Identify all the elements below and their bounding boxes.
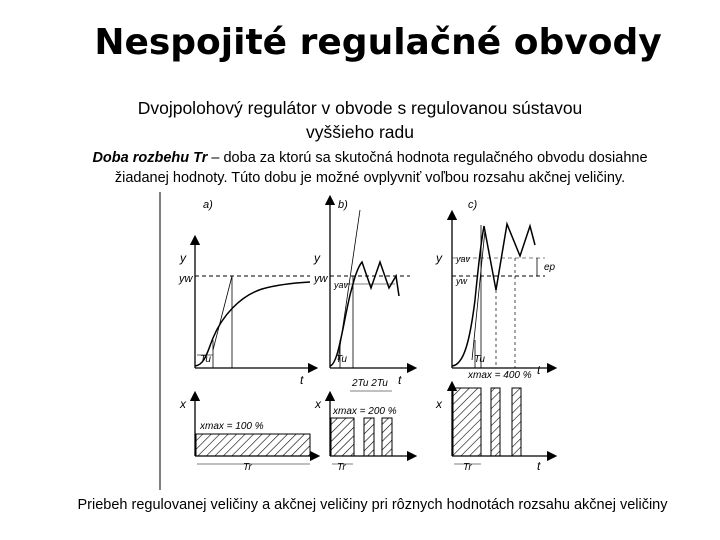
panel-b-y-label: y <box>314 251 320 265</box>
page-title: Nespojité regulačné obvody <box>94 22 662 63</box>
panel-b-yav-label: yav <box>334 280 349 290</box>
panel-b-setpoint-label: yw <box>314 273 328 285</box>
panel-c-tr-label: Tr <box>463 462 472 473</box>
panel-c-t-label: t <box>537 363 541 377</box>
panel-b-2tu-label: 2Tu 2Tu <box>352 378 388 389</box>
panel-c-actuator-pulse-2 <box>491 388 500 456</box>
panel-a-y-label: y <box>180 251 186 265</box>
panel-b-tr-label: Tr <box>337 462 346 473</box>
panel-c-setpoint-label: yw <box>456 276 467 286</box>
subtitle-line-2: vyššieho radu <box>306 122 414 142</box>
panel-c-actuator-pulse-1 <box>453 388 481 456</box>
panel-c-tangent <box>472 230 485 360</box>
panel-b-actuator-pulse-1 <box>331 418 354 456</box>
panel-b-actuator-pulse-3 <box>382 418 392 456</box>
panel-b-t-label: t <box>398 373 402 387</box>
panel-a-tu-label: Tu <box>200 354 211 365</box>
panel-a-actuator-bar <box>196 434 310 456</box>
panel-c-actuator-pulse-3 <box>512 388 521 456</box>
panel-a-tr-label: Tr <box>243 462 252 473</box>
panel-a-response-curve <box>195 282 310 366</box>
panel-a-tangent <box>213 276 232 350</box>
panel-c-label: c) <box>468 199 478 211</box>
panel-c-t-label-lower: t <box>537 459 541 473</box>
panel-c <box>435 199 556 473</box>
description-text-1: – doba za ktorú sa skutočná hodnota regulačného obvodu dosiahne <box>207 150 648 166</box>
panel-a-setpoint-label: yw <box>179 273 193 285</box>
panel-c-response-curve <box>452 224 535 366</box>
panel-b <box>313 199 412 473</box>
panel-c-tu-label: Tu <box>474 354 485 365</box>
panel-b-actuator-pulse-2 <box>364 418 374 456</box>
panel-a-label: a) <box>203 199 213 211</box>
panel-b-label: b) <box>338 199 348 211</box>
panel-a <box>178 199 315 473</box>
panel-c-xmax-label: xmax = 400 % <box>468 370 532 381</box>
panel-a-xmax-label: xmax = 100 % <box>200 421 264 432</box>
panel-a-x-label: x <box>180 397 186 411</box>
panel-c-x-label: x <box>436 397 442 411</box>
description-term: Doba rozbehu Tr <box>92 150 208 166</box>
panel-c-y-label: y <box>436 251 442 265</box>
panel-b-tu-label: Tu <box>336 354 347 365</box>
subtitle-line-1: Dvojpolohový regulátor v obvode s regulovanou sústavou <box>137 98 583 118</box>
panel-a-t-label: t <box>300 373 304 387</box>
figure-caption: Priebeh regulovanej veličiny a akčnej veličiny pri rôznych hodnotách rozsahu akčnej veličiny <box>77 497 668 513</box>
panel-c-yav-label: yav <box>456 254 471 264</box>
description-line-2: žiadanej hodnoty. Túto dobu je možné ovplyvniť voľbou rozsahu akčnej veličiny. <box>114 170 626 186</box>
panel-b-x-label: x <box>315 397 321 411</box>
panel-b-xmax-label: xmax = 200 % <box>333 406 397 417</box>
panel-c-ep-label: ep <box>544 262 556 273</box>
